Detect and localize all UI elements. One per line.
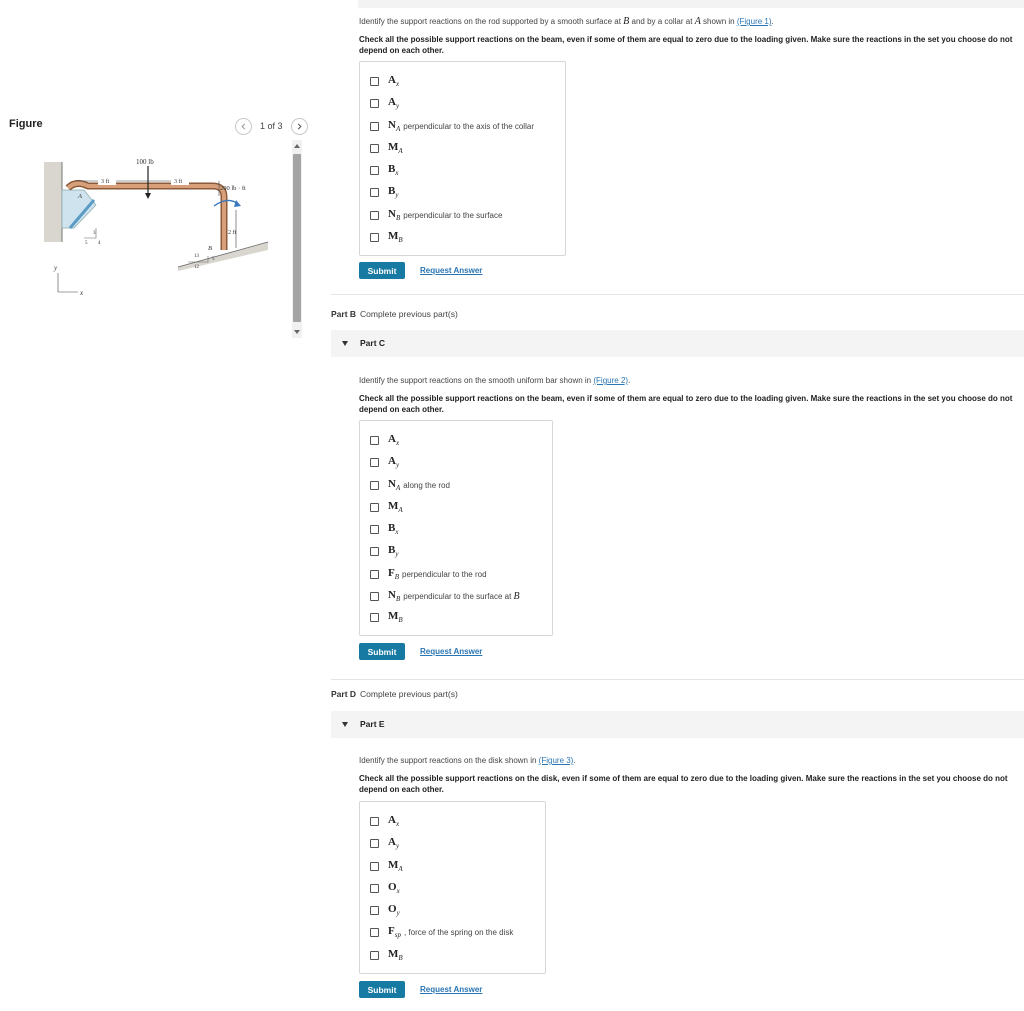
- checkbox[interactable]: [370, 166, 379, 175]
- partE-option-5[interactable]: [370, 903, 403, 917]
- option-symbol: $O_x$: [388, 880, 400, 896]
- checkbox[interactable]: [370, 613, 379, 622]
- figure-scrollbar[interactable]: [292, 140, 302, 338]
- partD-label: Part D: [331, 689, 357, 699]
- divider: [331, 679, 1024, 680]
- partA-option-6[interactable]: [370, 185, 401, 199]
- partB-label: Part B: [331, 309, 357, 319]
- partC-option-3[interactable]: [370, 478, 450, 492]
- partC-option-2[interactable]: [370, 455, 402, 469]
- option-symbol: $A_y$: [388, 835, 400, 851]
- checkbox[interactable]: [370, 99, 379, 108]
- figure-panel: [0, 0, 310, 1011]
- partD-row: [331, 689, 458, 699]
- option-symbol: $A_x$: [388, 432, 400, 448]
- partE-option-6[interactable]: [370, 925, 513, 939]
- option-desc: perpendicular to the surface at: [403, 591, 512, 601]
- checkbox[interactable]: [370, 233, 379, 242]
- option-symbol: $O_y$: [388, 902, 400, 918]
- partC-header[interactable]: [331, 330, 1024, 357]
- partE-option-3[interactable]: [370, 859, 406, 873]
- checkbox[interactable]: [370, 122, 379, 131]
- option-symbol: $M_B$: [388, 609, 403, 625]
- option-symbol: $N_B$: [388, 207, 401, 223]
- next-figure-button[interactable]: [291, 118, 308, 135]
- partA-intro: [359, 16, 774, 27]
- checkbox[interactable]: [370, 525, 379, 534]
- axis-y-label: y: [54, 264, 58, 272]
- partE-options-box: [359, 801, 546, 974]
- option-desc: , force of the spring on the disk: [403, 927, 514, 937]
- partC-option-5[interactable]: [370, 522, 401, 536]
- partE-option-2[interactable]: [370, 836, 402, 850]
- checkbox[interactable]: [370, 77, 379, 86]
- option-symbol: $A_x$: [388, 813, 400, 829]
- partC-intro: [359, 376, 630, 385]
- partE-instructions: Check all the possible support reactions on the disk, even if some of them are equal to zero due to the loading given. Make sure the reactions in the set you choose do not depend on each other.: [359, 774, 1008, 794]
- scrollbar-thumb[interactable]: [293, 154, 301, 322]
- partA-option-8[interactable]: [370, 230, 406, 244]
- option-symbol: $F_B$: [388, 566, 400, 582]
- option-symbol: $A_x$: [388, 73, 400, 89]
- checkbox[interactable]: [370, 951, 379, 960]
- option-desc: along the rod: [403, 480, 450, 490]
- partA-intro-a: A: [694, 16, 701, 27]
- partE-request-answer-link[interactable]: Request Answer: [420, 985, 483, 994]
- option-symbol: $B_y$: [388, 184, 399, 200]
- divider: [331, 294, 1024, 295]
- partC-label: Part C: [360, 338, 386, 348]
- partC-option-1[interactable]: [370, 433, 402, 447]
- caret-down-icon: [342, 722, 348, 727]
- chevron-right-icon: [296, 123, 303, 130]
- checkbox[interactable]: [370, 592, 379, 601]
- partC-submit-button[interactable]: Submit: [359, 643, 405, 660]
- scroll-up-icon[interactable]: [294, 144, 300, 148]
- figure-3-link[interactable]: (Figure 3): [538, 756, 574, 765]
- checkbox[interactable]: [370, 547, 379, 556]
- option-desc: perpendicular to the axis of the collar: [403, 121, 534, 131]
- option-symbol: $M_A$: [388, 858, 403, 874]
- partE-option-1[interactable]: [370, 814, 402, 828]
- option-symbol: $B_x$: [388, 521, 399, 537]
- partA-intro-mid: and by a collar at: [631, 17, 693, 26]
- checkbox[interactable]: [370, 906, 379, 915]
- option-symbol: $A_y$: [388, 454, 400, 470]
- checkbox[interactable]: [370, 570, 379, 579]
- partA-submit-button[interactable]: Submit: [359, 262, 405, 279]
- checkbox[interactable]: [370, 211, 379, 220]
- partA-intro-end: .: [771, 17, 774, 26]
- partA-option-2[interactable]: [370, 96, 402, 110]
- figure-1-link[interactable]: (Figure 1): [736, 17, 772, 26]
- moment-label: 200 lb · ft: [220, 185, 246, 192]
- load-label: 100 lb: [136, 158, 154, 166]
- partC-intro-end: .: [628, 376, 631, 385]
- partA-options-box: [359, 61, 566, 256]
- partE-header[interactable]: [331, 711, 1024, 738]
- partC-option-4[interactable]: [370, 500, 406, 514]
- partC-option-8[interactable]: [370, 589, 520, 603]
- partE-intro: [359, 756, 576, 765]
- scroll-down-icon[interactable]: [294, 330, 300, 334]
- option-symbol: $M_A$: [388, 140, 403, 156]
- option-symbol: $M_B$: [388, 229, 403, 245]
- checkbox[interactable]: [370, 144, 379, 153]
- partA-instructions: Check all the possible support reactions on the beam, even if some of them are equal to zero due to the loading given. Make sure the reactions in the set you choose do not depend on each other.: [359, 35, 1013, 55]
- partC-intro-text: Identify the support reactions on the smooth uniform bar shown in: [359, 376, 592, 385]
- slope-b-hyp: 13: [194, 254, 199, 259]
- point-b-label: B: [208, 245, 212, 252]
- checkbox[interactable]: [370, 436, 379, 445]
- point-a-label: A: [78, 193, 82, 200]
- slope-b-rise: 5: [212, 257, 215, 262]
- checkbox[interactable]: [370, 188, 379, 197]
- partA-option-4[interactable]: [370, 141, 406, 155]
- option-symbol: $M_B$: [388, 947, 403, 963]
- dist2-label: 3 ft: [174, 179, 183, 185]
- partC-options-box: [359, 420, 553, 636]
- partE-intro-text: Identify the support reactions on the disk shown in: [359, 756, 537, 765]
- partC-option-9[interactable]: [370, 610, 406, 624]
- checkbox[interactable]: [370, 839, 379, 848]
- partC-option-6[interactable]: [370, 544, 401, 558]
- checkbox[interactable]: [370, 884, 379, 893]
- partA-option-3[interactable]: [370, 119, 534, 133]
- partD-status: Complete previous part(s): [360, 689, 458, 699]
- axis-x-label: x: [80, 289, 84, 297]
- option-desc-symbol: B: [513, 590, 520, 602]
- checkbox[interactable]: [370, 928, 379, 937]
- partA-intro-after: shown in: [703, 17, 735, 26]
- figure-pager: [235, 118, 308, 134]
- partE-label: Part E: [360, 719, 385, 729]
- option-symbol: $B_y$: [388, 543, 399, 559]
- dist1-label: 3 ft: [101, 179, 110, 185]
- slope-b-run: 12: [194, 265, 199, 270]
- option-symbol: $A_y$: [388, 95, 400, 111]
- partA-request-answer-link[interactable]: Request Answer: [420, 266, 483, 275]
- slope-a-run: 4: [98, 241, 101, 246]
- partC-option-7[interactable]: [370, 567, 487, 581]
- caret-down-icon: [342, 341, 348, 346]
- top-divider: [358, 0, 1024, 8]
- slope-a-rise: 3: [93, 231, 96, 236]
- option-symbol: $B_x$: [388, 162, 399, 178]
- option-symbol: $N_B$: [388, 588, 401, 604]
- partA-option-5[interactable]: [370, 163, 401, 177]
- slope-a-hyp: 5: [85, 241, 88, 246]
- partE-option-4[interactable]: [370, 881, 403, 895]
- figure-1-diagram: [38, 150, 278, 300]
- checkbox[interactable]: [370, 458, 379, 467]
- option-symbol: $F_{sp}$: [388, 924, 401, 940]
- partB-row: [331, 309, 458, 319]
- wall: [44, 162, 62, 242]
- option-desc: perpendicular to the rod: [402, 569, 487, 579]
- pager-text: 1 of 3: [260, 121, 283, 131]
- checkbox[interactable]: [370, 481, 379, 490]
- partA-intro-b: B: [623, 16, 630, 27]
- checkbox[interactable]: [370, 862, 379, 871]
- option-desc: perpendicular to the surface: [403, 210, 503, 220]
- checkbox[interactable]: [370, 503, 379, 512]
- figure-2-link[interactable]: (Figure 2): [593, 376, 629, 385]
- height-label: 2 ft: [228, 230, 237, 236]
- partC-instructions: Check all the possible support reactions on the beam, even if some of them are equal to zero due to the loading given. Make sure the reactions in the set you choose do not depend on each other.: [359, 394, 1013, 414]
- partB-status: Complete previous part(s): [360, 309, 458, 319]
- partA-option-7[interactable]: [370, 208, 502, 222]
- option-symbol: $M_A$: [388, 499, 403, 515]
- partC-request-answer-link[interactable]: Request Answer: [420, 647, 483, 656]
- partA-intro-text: Identify the support reactions on the rod supported by a smooth surface at: [359, 17, 621, 26]
- option-symbol: $N_A$: [388, 477, 401, 493]
- checkbox[interactable]: [370, 817, 379, 826]
- figure-title: Figure: [9, 118, 43, 130]
- option-symbol: $N_A$: [388, 118, 401, 134]
- prev-figure-button[interactable]: [235, 118, 252, 135]
- partA-option-1[interactable]: [370, 74, 402, 88]
- partE-intro-end: .: [573, 756, 576, 765]
- chevron-left-icon: [240, 123, 247, 130]
- partE-option-7[interactable]: [370, 948, 406, 962]
- partE-submit-button[interactable]: Submit: [359, 981, 405, 998]
